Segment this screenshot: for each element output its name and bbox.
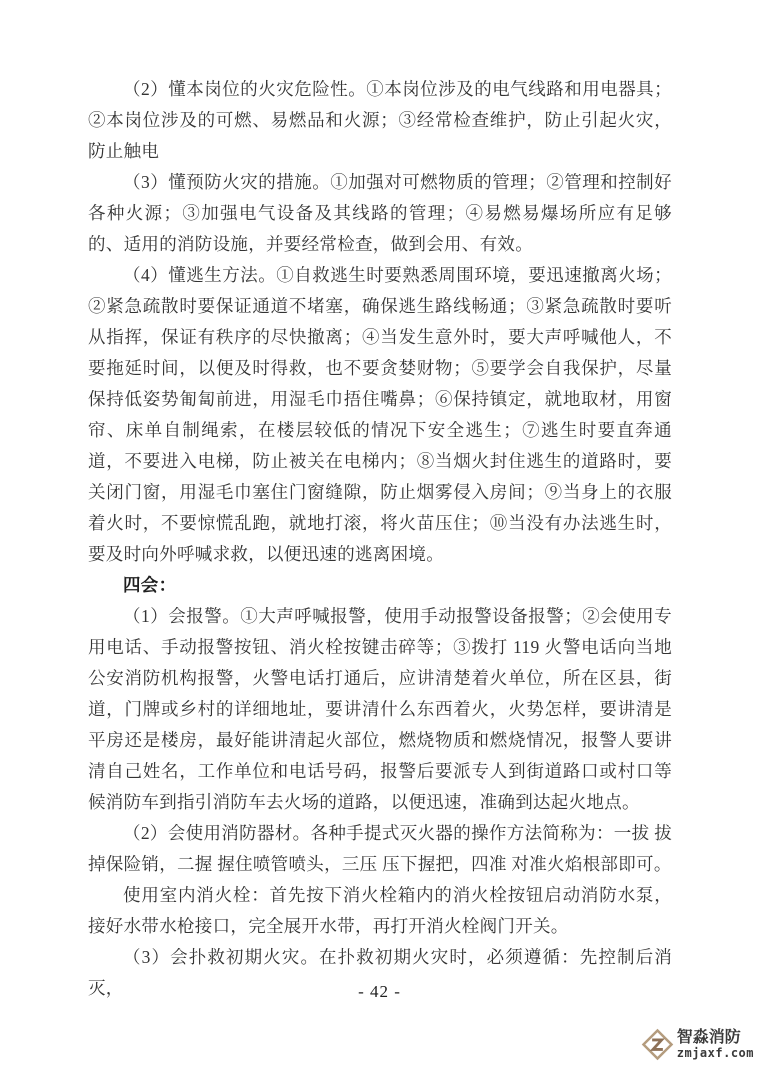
paragraph-use-equipment: （2）会使用消防器材。各种手提式灭火器的操作方法简称为：一拔 拔掉保险销，二握 握住喷管喷头，三压 压下握把，四准 对准火焰根部即可。 [88,823,672,874]
heading-four-abilities: 四会： [123,575,177,595]
paragraph-escape-methods: （4）懂逃生方法。①自救逃生时要熟悉周围环境，要迅速撤离火场；②紧急疏散时要保证通道不堵塞，确保逃生路线畅通；③紧急疏散时要听从指挥，保证有秩序的尽快撤离；④当发生意外时，要大声呼喊他人，不要拖延时间，以便及时得救，也不要贪婪财物；⑤要学会自我保护，尽量保持低姿势匍匐前进，用湿毛巾捂住嘴鼻；⑥保持镇定，就地取材，用窗帘、床单自制绳索，在楼层较低的情况下安全逃生；⑦逃生时要直奔通道，不要进入电梯，防止被关在电梯内；⑧当烟火封住逃生的道路时，要关闭门窗，用湿毛巾塞住门窗缝隙，防止烟雾侵入房间；⑨当身上的衣服着火时，不要惊慌乱跑，就地打滚，将火苗压住；⑩当没有办法逃生时，要及时向外呼喊求救，以便迅速的逃离困境。 [88,265,672,564]
document-body [88,74,672,1004]
diamond-z-logo-icon [641,1028,674,1061]
paragraph-prevention-measures: （3）懂预防火灾的措施。①加强对可燃物质的管理；②管理和控制好各种火源；③加强电气设备及其线路的管理；④易燃易爆场所应有足够的、适用的消防设施，并要经常检查，做到会用、有效。 [88,172,672,254]
paragraph-indoor-hydrant: 使用室内消火栓：首先按下消火栓箱内的消火栓按钮启动消防水泵，接好水带水枪接口，完全展开水带，再打开消火栓阀门开关。 [88,885,672,936]
watermark-domain: zmjaxf.com [676,1045,754,1060]
watermark-brand-name: 智淼消防 [676,1029,741,1047]
page-number: - 42 - [358,982,401,1001]
paragraph-report-alarm: （1）会报警。①大声呼喊报警，使用手动报警设备报警；②会使用专用电话、手动报警按钮、消火栓按键击碎等；③拨打 119 火警电话向当地公安消防机构报警，火警电话打通后，应讲清楚着火单位，所在区县，街道，门牌或乡村的详细地址，要讲清什么东西着火，火势怎样，要讲清是平房还是楼房，最好能讲清起火部位，燃烧物质和燃烧情况，报警人要讲清自己姓名，工作单位和电话号码，报警后要派专人到街道路口或村口等候消防车到指引消防车去火场的道路，以便迅速，准确到达起火地点。 [88,606,672,812]
paragraph-know-hazards: （2）懂本岗位的火灾危险性。①本岗位涉及的电气线路和用电器具；②本岗位涉及的可燃、易燃品和火源；③经常检查维护，防止引起火灾，防止触电 [88,79,672,161]
zmjaxf-watermark [641,1028,754,1061]
watermark-text [677,1030,754,1059]
paragraph-early-fire-fighting: （3）会扑救初期火灾。在扑救初期火灾时，必须遵循：先控制后消灭， [88,947,672,998]
